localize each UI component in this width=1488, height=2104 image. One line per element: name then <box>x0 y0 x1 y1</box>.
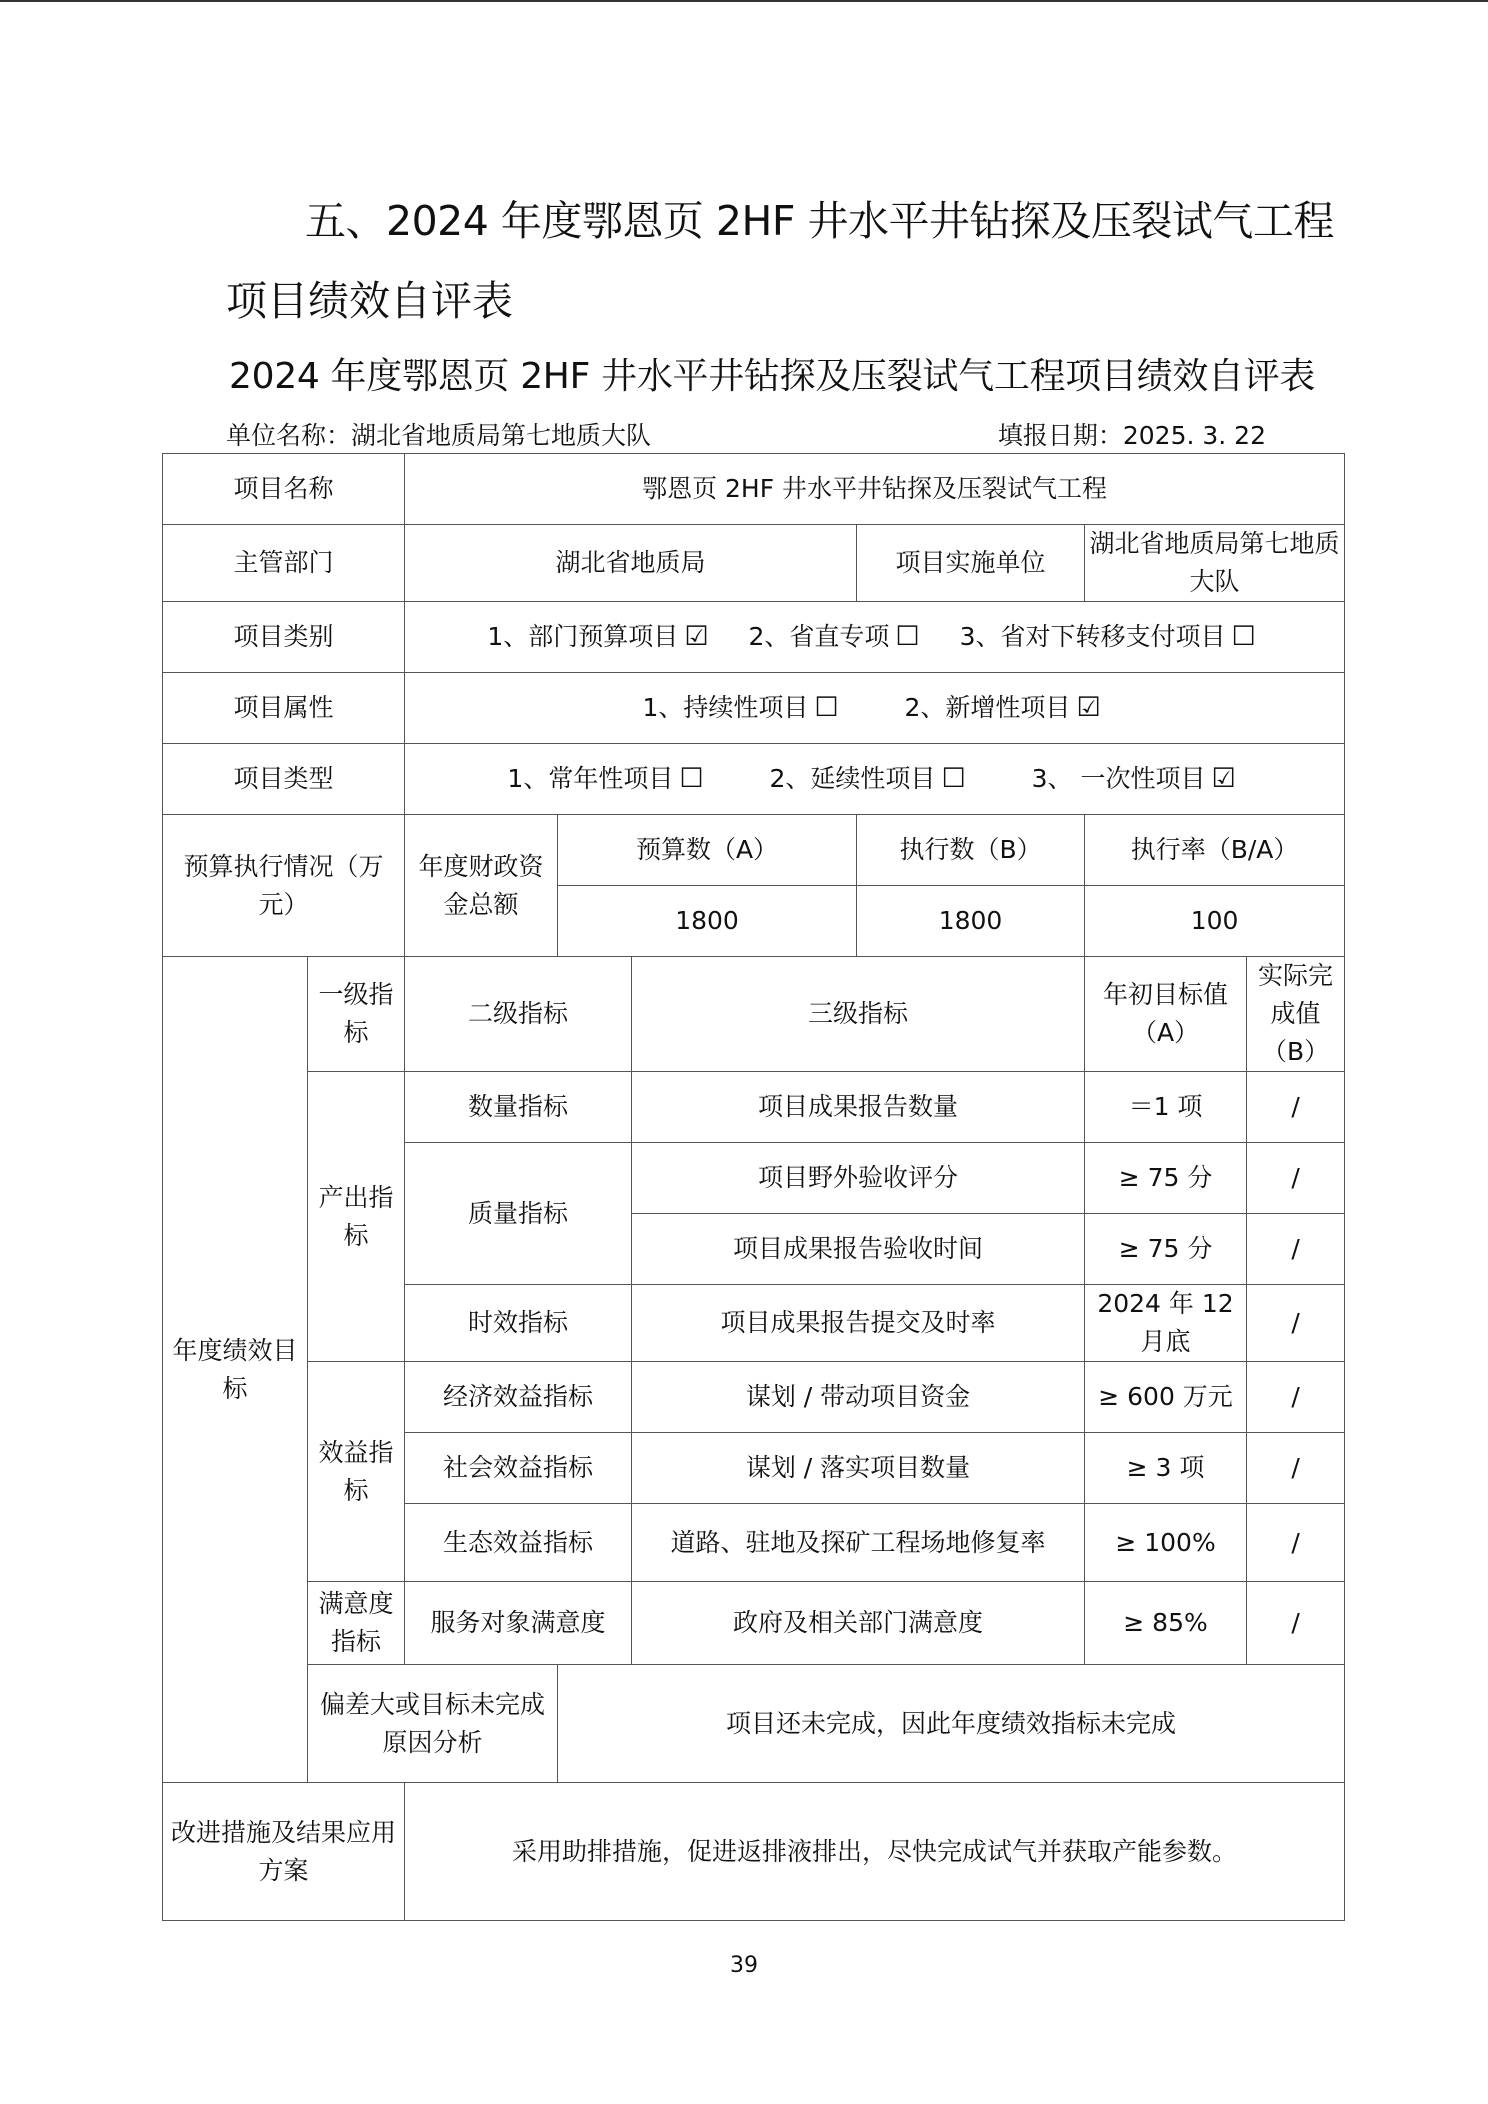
quantity-indicator-label: 数量指标 <box>405 1072 632 1143</box>
row-type <box>163 744 1345 815</box>
eco-indicator-label: 生态效益指标 <box>405 1504 632 1582</box>
indicator-cell: 政府及相关部门满意度 <box>632 1582 1085 1665</box>
row-attribute <box>163 673 1345 744</box>
actual-cell: / <box>1247 1285 1345 1362</box>
deviation-text: 项目还未完成，因此年度绩效指标未完成 <box>558 1665 1345 1783</box>
project-name-label: 项目名称 <box>163 454 405 525</box>
row-improvement <box>163 1783 1345 1921</box>
budget-label: 预算执行情况（万元） <box>163 815 405 957</box>
table-title: 2024 年度鄂恩页 2HF 井水平井钻探及压裂试气工程项目绩效自评表 <box>229 356 1316 397</box>
target-cell: ≥ 75 分 <box>1085 1143 1247 1214</box>
row-department <box>163 525 1345 602</box>
type-option-label: 1、常年性项目 <box>507 764 674 793</box>
category-label: 项目类别 <box>163 602 405 673</box>
service-indicator-label: 服务对象满意度 <box>405 1582 632 1665</box>
type-options <box>405 744 1345 815</box>
checked-box-icon: ☑ <box>1211 763 1236 794</box>
impl-unit-label: 项目实施单位 <box>857 525 1085 602</box>
unchecked-box-icon: ☐ <box>679 763 704 794</box>
executed-header: 执行数（B） <box>857 815 1085 886</box>
category-option-label: 2、省直专项 <box>748 622 890 651</box>
category-option-label: 3、省对下转移支付项目 <box>959 622 1226 651</box>
indicator-cell: 谋划 / 落实项目数量 <box>632 1433 1085 1504</box>
attribute-option-label: 1、持续性项目 <box>642 693 809 722</box>
row-deviation <box>163 1665 1345 1783</box>
target-cell: ＝1 项 <box>1085 1072 1247 1143</box>
target-cell: ≥ 100% <box>1085 1504 1247 1582</box>
row-project-name <box>163 454 1345 525</box>
budget-value: 1800 <box>558 886 857 957</box>
target-cell: ≥ 85% <box>1085 1582 1247 1665</box>
satisfaction-indicator-label: 满意度指标 <box>308 1582 405 1665</box>
actual-cell: / <box>1247 1504 1345 1582</box>
row-budget-header <box>163 815 1345 886</box>
unchecked-box-icon: ☐ <box>814 692 839 723</box>
executed-value: 1800 <box>857 886 1085 957</box>
unchecked-box-icon: ☐ <box>895 621 920 652</box>
level3-header: 三级指标 <box>632 957 1085 1072</box>
actual-cell: / <box>1247 1433 1345 1504</box>
attribute-option-label: 2、新增性项目 <box>904 693 1071 722</box>
deviation-label: 偏差大或目标未完成原因分析 <box>308 1665 558 1783</box>
indicator-cell: 谋划 / 带动项目资金 <box>632 1362 1085 1433</box>
quality-indicator-label: 质量指标 <box>405 1143 632 1285</box>
table-row <box>163 1072 1345 1143</box>
indicator-cell: 项目成果报告提交及时率 <box>632 1285 1085 1362</box>
unchecked-box-icon: ☐ <box>941 763 966 794</box>
target-cell: ≥ 600 万元 <box>1085 1362 1247 1433</box>
impl-unit-value: 湖北省地质局第七地质大队 <box>1085 525 1345 602</box>
budget-header: 预算数（A） <box>558 815 857 886</box>
category-option-label: 1、部门预算项目 <box>487 622 679 651</box>
row-category <box>163 602 1345 673</box>
social-indicator-label: 社会效益指标 <box>405 1433 632 1504</box>
actual-cell: / <box>1247 1143 1345 1214</box>
table-row <box>163 1362 1345 1433</box>
rate-header: 执行率（B/A） <box>1085 815 1345 886</box>
unchecked-box-icon: ☐ <box>1231 621 1256 652</box>
indicator-cell: 项目野外验收评分 <box>632 1143 1085 1214</box>
category-options <box>405 602 1345 673</box>
improve-text: 采用助排措施，促进返排液排出，尽快完成试气并获取产能参数。 <box>405 1783 1345 1921</box>
actual-header: 实际完成值（B） <box>1247 957 1345 1072</box>
page-number: 39 <box>730 1953 758 1978</box>
unit-name: 单位名称：湖北省地质局第七地质大队 <box>226 421 652 450</box>
heading-line-2: 项目绩效自评表 <box>226 277 513 325</box>
actual-cell: / <box>1247 1214 1345 1285</box>
improve-label: 改进措施及结果应用方案 <box>163 1783 405 1921</box>
actual-cell: / <box>1247 1582 1345 1665</box>
top-border-line <box>0 0 1488 2</box>
indicator-cell: 项目成果报告数量 <box>632 1072 1085 1143</box>
output-indicator-label: 产出指标 <box>308 1072 405 1362</box>
timeliness-indicator-label: 时效指标 <box>405 1285 632 1362</box>
benefit-indicator-label: 效益指标 <box>308 1362 405 1582</box>
checked-box-icon: ☑ <box>1076 692 1101 723</box>
indicator-cell: 项目成果报告验收时间 <box>632 1214 1085 1285</box>
actual-cell: / <box>1247 1072 1345 1143</box>
type-option-label: 3、 一次性项目 <box>1031 764 1206 793</box>
target-cell: 2024 年 12 月底 <box>1085 1285 1247 1362</box>
type-option-label: 2、延续性项目 <box>769 764 936 793</box>
dept-value: 湖北省地质局 <box>405 525 857 602</box>
type-label: 项目类型 <box>163 744 405 815</box>
fill-date: 填报日期：2025. 3. 22 <box>997 421 1266 450</box>
level2-header: 二级指标 <box>405 957 632 1072</box>
indicator-cell: 道路、驻地及探矿工程场地修复率 <box>632 1504 1085 1582</box>
row-indicator-header <box>163 957 1345 1072</box>
goal-label: 年度绩效目标 <box>163 957 308 1783</box>
table-row <box>163 1582 1345 1665</box>
checked-box-icon: ☑ <box>684 621 709 652</box>
annual-fund-label: 年度财政资金总额 <box>405 815 558 957</box>
dept-label: 主管部门 <box>163 525 405 602</box>
project-name-value: 鄂恩页 2HF 井水平井钻探及压裂试气工程 <box>405 454 1345 525</box>
level1-header: 一级指标 <box>308 957 405 1072</box>
target-cell: ≥ 3 项 <box>1085 1433 1247 1504</box>
actual-cell: / <box>1247 1362 1345 1433</box>
attribute-label: 项目属性 <box>163 673 405 744</box>
target-header: 年初目标值（A） <box>1085 957 1247 1072</box>
attribute-options <box>405 673 1345 744</box>
rate-value: 100 <box>1085 886 1345 957</box>
economic-indicator-label: 经济效益指标 <box>405 1362 632 1433</box>
heading-line-1: 五、2024 年度鄂恩页 2HF 井水平井钻探及压裂试气工程 <box>305 197 1334 245</box>
performance-table <box>162 453 1345 1921</box>
target-cell: ≥ 75 分 <box>1085 1214 1247 1285</box>
